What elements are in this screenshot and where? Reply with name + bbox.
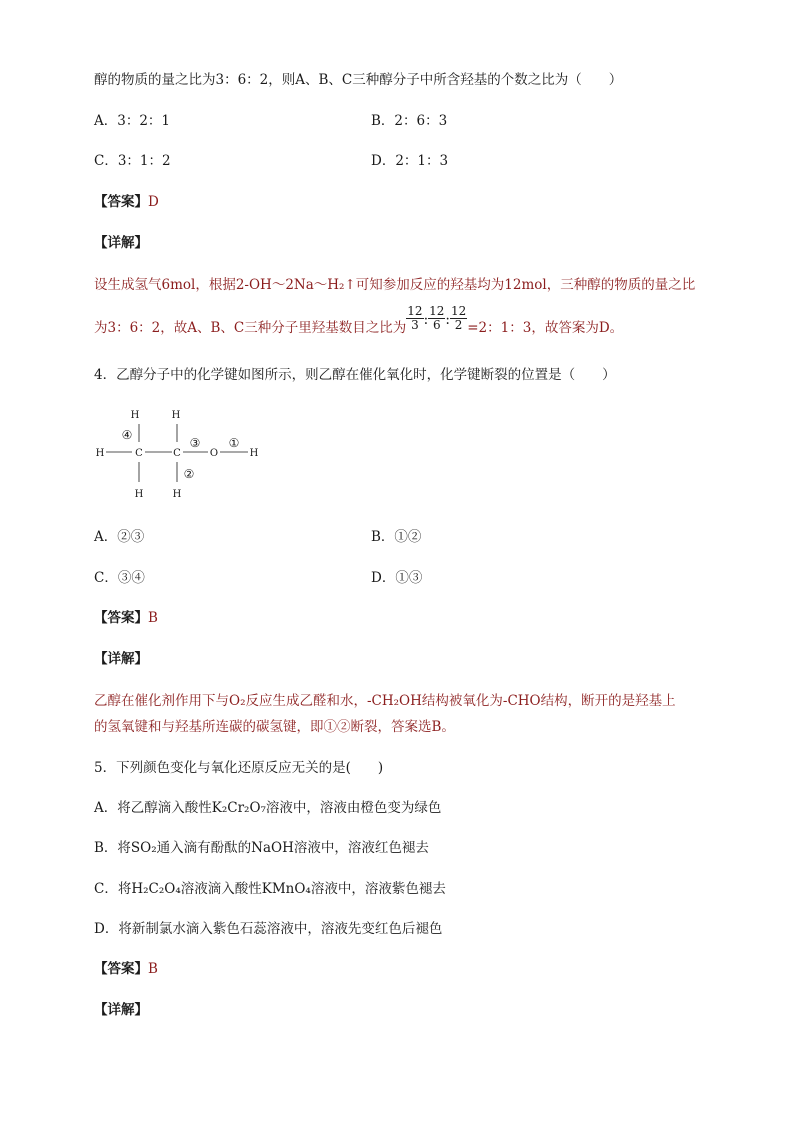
q5-detail-label xyxy=(94,1001,148,1019)
atom-h-bottom-right: H xyxy=(172,489,182,500)
q4-detail-line1: 乙醇在催化剂作用下与O₂反应生成乙醛和水，-CH₂OH结构被氧化为-CHO结构，断开的是羟基上 xyxy=(94,693,676,709)
atom-c1: C xyxy=(135,448,143,459)
answer-label: 【答案】 xyxy=(94,194,148,210)
q3-option-b: B．2：6：3 xyxy=(371,113,448,129)
q3-answer xyxy=(94,193,159,211)
q3-detail-line2 xyxy=(94,304,624,336)
answer-value: D xyxy=(148,194,159,210)
q4-option-b: B．①② xyxy=(371,529,422,545)
atom-h-right: H xyxy=(249,448,259,459)
q4-stem: 4．乙醇分子中的化学键如图所示，则乙醇在催化氧化时，化学键断裂的位置是（ ） xyxy=(94,367,616,383)
q3-detail-line2-post: =2：1：3，故答案为D。 xyxy=(467,320,624,336)
q3-detail-label xyxy=(94,234,148,252)
bond-label-1: ① xyxy=(228,436,240,450)
atom-h-bottom-left: H xyxy=(134,489,144,500)
fraction-3-numerator: 12 xyxy=(450,304,467,318)
fraction-3 xyxy=(450,305,467,332)
q4-detail-label xyxy=(94,650,148,668)
atom-h-top-left: H xyxy=(130,410,140,421)
q3-stem: 醇的物质的量之比为3：6：2，则A、B、C三种醇分子中所含羟基的个数之比为（ ） xyxy=(94,72,623,88)
q4-option-a: A．②③ xyxy=(94,529,145,545)
answer-value: B xyxy=(148,961,158,977)
q4-answer xyxy=(94,609,158,627)
bond-label-3: ③ xyxy=(189,436,201,450)
detail-label: 【详解】 xyxy=(94,651,148,667)
answer-value: B xyxy=(148,610,158,626)
q5-option-a: A．将乙醇滴入酸性K₂Cr₂O₇溶液中，溶液由橙色变为绿色 xyxy=(94,800,442,816)
q3-option-c: C．3：1：2 xyxy=(94,153,171,169)
bond-label-4: ④ xyxy=(121,428,133,442)
q3-option-d: D．2：1：3 xyxy=(371,153,449,169)
answer-label: 【答案】 xyxy=(94,610,148,626)
fraction-2-denominator: 6 xyxy=(432,318,441,332)
fraction-3-denominator: 2 xyxy=(454,318,463,332)
atom-c2: C xyxy=(173,448,181,459)
fraction-1 xyxy=(406,305,423,332)
fraction-1-numerator: 12 xyxy=(407,304,423,318)
ethanol-bond-diagram xyxy=(92,404,272,504)
detail-label: 【详解】 xyxy=(94,235,148,251)
q5-option-c: C．将H₂C₂O₄溶液滴入酸性KMnO₄溶液中，溶液紫色褪去 xyxy=(94,881,446,897)
q5-answer xyxy=(94,960,158,978)
bond-label-2: ② xyxy=(183,467,195,481)
q4-option-d: D．①③ xyxy=(371,570,423,586)
q4-option-c: C．③④ xyxy=(94,570,145,586)
q4-detail-line2: 的氢氧键和与羟基所连碳的碳氢键，即①②断裂，答案选B。 xyxy=(94,719,455,735)
atom-h-left: H xyxy=(95,448,105,459)
detail-label: 【详解】 xyxy=(94,1002,148,1018)
q3-detail-line2-pre: 为3：6：2，故A、B、C三种分子里羟基数目之比为 xyxy=(94,320,407,336)
q5-option-d: D．将新制氯水滴入紫色石蕊溶液中，溶液先变红色后褪色 xyxy=(94,921,443,937)
q3-detail-line1: 设生成氢气6mol，根据2-OH～2Na～H₂↑可知参加反应的羟基均为12mol，三种醇的物质的量之比 xyxy=(94,277,696,293)
answer-label: 【答案】 xyxy=(94,961,148,977)
q5-option-b: B．将SO₂通入滴有酚酞的NaOH溶液中，溶液红色褪去 xyxy=(94,840,429,856)
fraction-2 xyxy=(428,305,445,332)
q5-stem: 5．下列颜色变化与氧化还原反应无关的是( ) xyxy=(94,760,384,776)
colon-1: : xyxy=(423,312,429,328)
atom-h-top-right: H xyxy=(171,410,181,421)
q3-option-a: A．3：2：1 xyxy=(94,113,171,129)
fraction-1-denominator: 3 xyxy=(411,318,419,332)
fraction-2-numerator: 12 xyxy=(429,304,445,318)
atom-o: O xyxy=(209,448,219,459)
colon-2: : xyxy=(445,312,450,328)
